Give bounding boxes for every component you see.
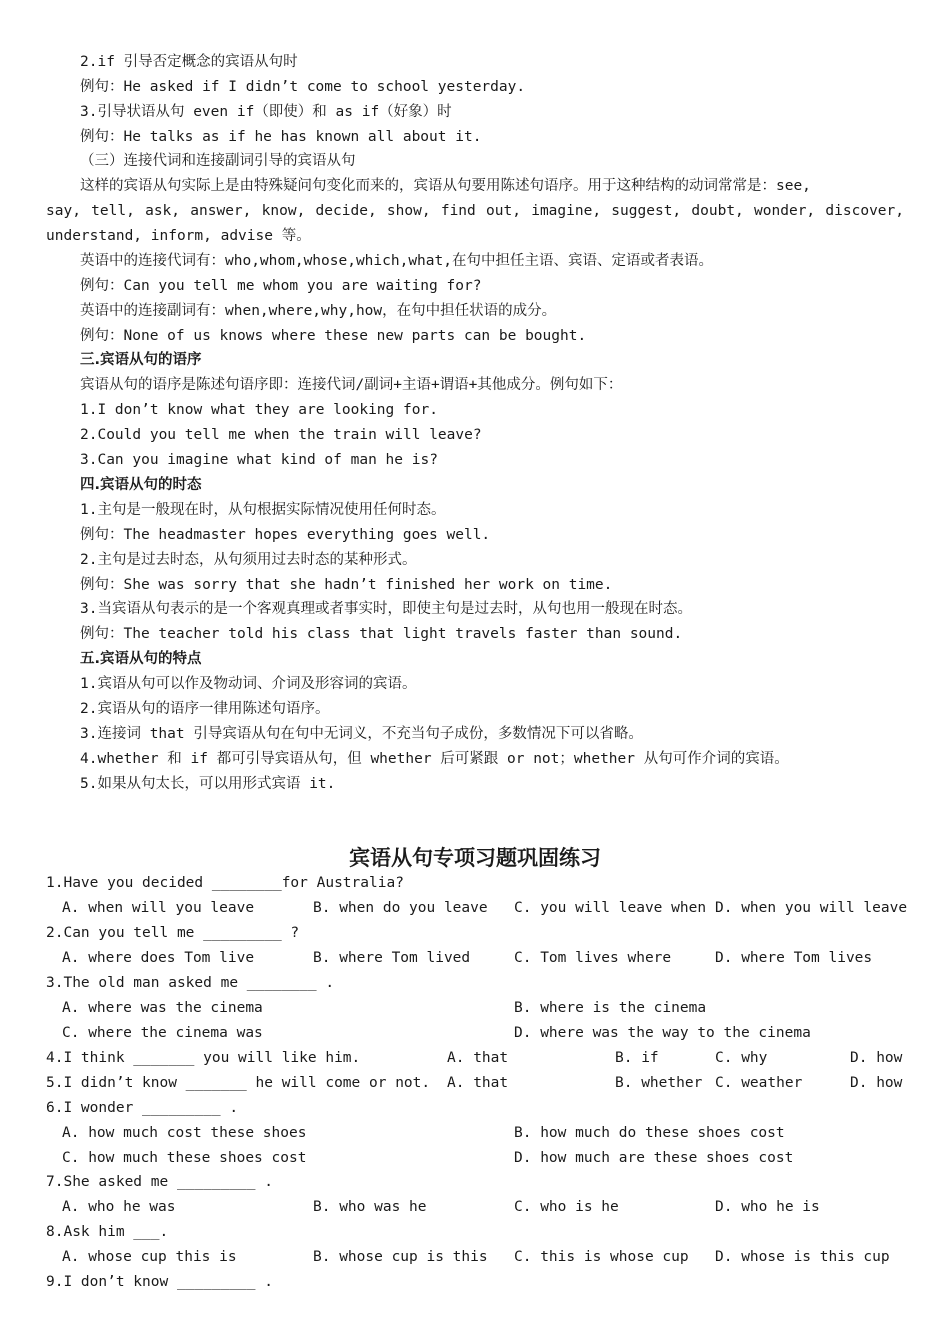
note-line: 3.当宾语从句表示的是一个客观真理或者事实时，即使主句是过去时，从句也用一般现在时态。 bbox=[80, 601, 692, 617]
answer-option: C. you will leave when bbox=[514, 900, 707, 916]
note-line: 3.引导状语从句 even if（即使）和 as if（好象）时 bbox=[80, 104, 452, 120]
question-line: 7.She asked me _________ . bbox=[46, 1174, 273, 1190]
note-line: （三）连接代词和连接副词引导的宾语从句 bbox=[80, 153, 356, 169]
answer-option: A. how much cost these shoes bbox=[62, 1125, 307, 1141]
answer-option: B. where Tom lived bbox=[313, 950, 471, 966]
answer-option: A. whose cup this is bbox=[62, 1249, 237, 1265]
question-line: 5.I didn’t know _______ he will come or not. bbox=[46, 1075, 431, 1091]
answer-option: B. when do you leave bbox=[313, 900, 488, 916]
answer-option: C. why bbox=[715, 1050, 768, 1066]
answer-option: B. whose cup is this bbox=[313, 1249, 488, 1265]
note-line: 例句：The headmaster hopes everything goes well. bbox=[80, 527, 491, 543]
exercise-title: 宾语从句专项习题巩固练习 bbox=[349, 846, 601, 870]
note-line: 例句：He talks as if he has known all about it. bbox=[80, 129, 482, 145]
note-line: 英语中的连接代词有：who,whom,whose,which,what,在句中担任主语、宾语、定语或者表语。 bbox=[80, 253, 713, 269]
answer-option: D. where was the way to the cinema bbox=[514, 1025, 811, 1041]
answer-option: C. Tom lives where bbox=[514, 950, 672, 966]
answer-option: A. who he was bbox=[62, 1199, 176, 1215]
note-line: 3.连接词 that 引导宾语从句在句中无词义，不充当句子成份，多数情况下可以省略。 bbox=[80, 726, 643, 742]
note-line: 3.Can you imagine what kind of man he is? bbox=[80, 452, 438, 468]
note-line: 2.宾语从句的语序一律用陈述句语序。 bbox=[80, 701, 330, 717]
answer-option: C. who is he bbox=[514, 1199, 619, 1215]
answer-option: D. whose is this cup bbox=[715, 1249, 890, 1265]
answer-option: B. how much do these shoes cost bbox=[514, 1125, 785, 1141]
answer-option: C. where the cinema was bbox=[62, 1025, 263, 1041]
question-line: 2.Can you tell me _________ ? bbox=[46, 925, 300, 941]
answer-option: A. that bbox=[447, 1075, 509, 1091]
question-line: 8.Ask him ___. bbox=[46, 1224, 169, 1240]
note-line: 2.主句是过去时态，从句须用过去时态的某种形式。 bbox=[80, 552, 417, 568]
paragraph-line: understand, inform, advise 等。 bbox=[46, 228, 311, 244]
answer-option: A. where was the cinema bbox=[62, 1000, 263, 1016]
answer-option: B. whether bbox=[615, 1075, 703, 1091]
note-line: 例句：The teacher told his class that light travels faster than sound. bbox=[80, 626, 683, 642]
answer-option: C. weather bbox=[715, 1075, 803, 1091]
note-line: 1.主句是一般现在时，从句根据实际情况使用任何时态。 bbox=[80, 502, 446, 518]
answer-option: D. where Tom lives bbox=[715, 950, 873, 966]
note-line: 2.if 引导否定概念的宾语从句时 bbox=[80, 54, 298, 70]
answer-option: C. this is whose cup bbox=[514, 1249, 689, 1265]
paragraph-line: say, tell, ask, answer, know, decide, show, find out, imagine, suggest, doubt, wonder, discover, bbox=[46, 203, 904, 219]
note-line: 4.whether 和 if 都可引导宾语从句，但 whether 后可紧跟 or not；whether 从句可作介词的宾语。 bbox=[80, 751, 789, 767]
question-line: 1.Have you decided ________for Australia? bbox=[46, 875, 404, 891]
note-line: 5.如果从句太长，可以用形式宾语 it. bbox=[80, 776, 336, 792]
answer-option: D. how bbox=[850, 1075, 903, 1091]
answer-option: A. when will you leave bbox=[62, 900, 255, 916]
answer-option: C. how much these shoes cost bbox=[62, 1150, 307, 1166]
note-line: 例句：He asked if I didn’t come to school yesterday. bbox=[80, 79, 526, 95]
answer-option: A. where does Tom live bbox=[62, 950, 255, 966]
note-line: 1.I don’t know what they are looking for. bbox=[80, 402, 438, 418]
note-line: 英语中的连接副词有：when,where,why,how，在句中担任状语的成分。 bbox=[80, 303, 557, 319]
answer-option: D. how bbox=[850, 1050, 903, 1066]
answer-option: B. if bbox=[615, 1050, 659, 1066]
answer-option: B. where is the cinema bbox=[514, 1000, 707, 1016]
question-line: 4.I think _______ you will like him. bbox=[46, 1050, 361, 1066]
section-heading: 三.宾语从句的语序 bbox=[80, 352, 202, 368]
section-heading: 五.宾语从句的特点 bbox=[80, 651, 202, 667]
answer-option: D. how much are these shoes cost bbox=[514, 1150, 794, 1166]
note-line: 例句：None of us knows where these new parts can be bought. bbox=[80, 328, 587, 344]
question-line: 3.The old man asked me ________ . bbox=[46, 975, 335, 991]
note-line: 宾语从句的语序是陈述句语序即：连接代词/副词+主语+谓语+其他成分。例句如下： bbox=[80, 377, 623, 393]
note-line: 例句：Can you tell me whom you are waiting for? bbox=[80, 278, 482, 294]
note-line: 2.Could you tell me when the train will leave? bbox=[80, 427, 482, 443]
paragraph-line: 这样的宾语从句实际上是由特殊疑问句变化而来的，宾语从句要用陈述句语序。用于这种结构的动词常常是：see, bbox=[80, 178, 811, 194]
answer-option: D. who he is bbox=[715, 1199, 820, 1215]
answer-option: D. when you will leave bbox=[715, 900, 908, 916]
note-line: 1.宾语从句可以作及物动词、介词及形容词的宾语。 bbox=[80, 676, 417, 692]
section-heading: 四.宾语从句的时态 bbox=[80, 477, 202, 493]
note-line: 例句：She was sorry that she hadn’t finished her work on time. bbox=[80, 577, 613, 593]
answer-option: B. who was he bbox=[313, 1199, 427, 1215]
answer-option: A. that bbox=[447, 1050, 509, 1066]
question-line: 9.I don’t know _________ . bbox=[46, 1274, 273, 1290]
question-line: 6.I wonder _________ . bbox=[46, 1100, 239, 1116]
